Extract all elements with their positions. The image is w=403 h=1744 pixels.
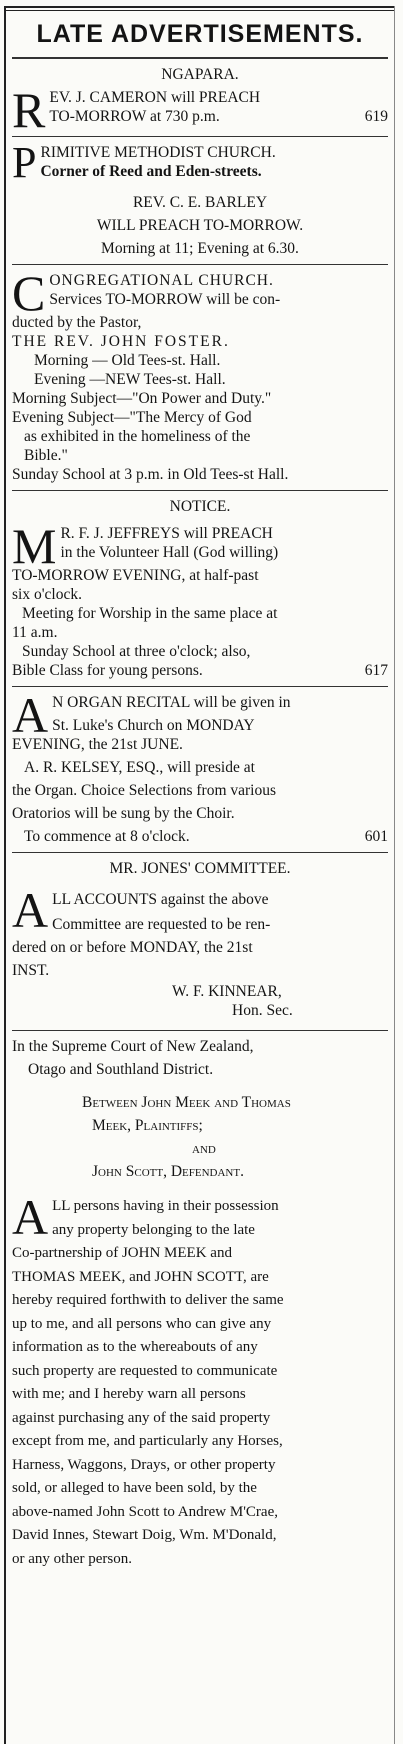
ad-line: Bible." [24,447,68,464]
ad-line: ONGREGATIONAL CHURCH. [49,272,274,289]
ad-line: as exhibited in the homeliness of the [24,428,251,445]
ad-line: Harness, Waggons, Drays, or other property [12,1456,276,1473]
newspaper-column [4,6,395,1744]
ad-line: N ORGAN RECITAL will be given in [52,694,291,711]
ad-primitive-methodist [6,143,394,258]
ad-line: THOMAS MEEK, and JOHN SCOTT, are [12,1268,269,1285]
ad-number: 619 [364,108,388,125]
ad-line: against purchasing any of the said property [12,1409,271,1426]
divider [12,490,388,491]
ad-line: Otago and Southland District. [28,1061,214,1078]
ad-line: TO-MORROW at 730 p.m. [49,108,220,125]
ad-line: with me; and I hereby warn all persons [12,1386,246,1402]
ad-line: Between John Meek and Thomas [82,1094,291,1111]
ad-body [12,271,388,313]
ad-line: Co-partnership of JOHN MEEK and [12,1245,232,1261]
ad-line: LL persons having in their possession [52,1198,279,1214]
ad-line: Evening Subject—"The Mercy of God [12,409,252,426]
ad-line: the Organ. Choice Selections from various [12,782,277,799]
ad-line: sold, or alleged to have been sold, by the [12,1480,257,1496]
ad-heading: NOTICE. [169,498,231,515]
ad-body [12,693,388,735]
ad-line: information as to the whereabouts of any [12,1339,258,1355]
ad-line: WILL PREACH TO-MORROW. [96,217,304,234]
page-title: LATE ADVERTISEMENTS. [36,20,364,48]
ad-line: David Innes, Stewart Doig, Wm. M'Donald, [12,1527,277,1543]
ad-line: Morning at 11; Evening at 6.30. [101,240,299,257]
ad-congregational [6,271,394,484]
ad-line: St. Luke's Church on MONDAY [52,717,255,734]
ad-line: To commence at 8 o'clock. [24,828,190,845]
ad-line: Meek, Plaintiffs; [92,1117,203,1134]
ad-notice [6,497,394,680]
ad-jones-committee [6,859,394,1020]
ad-body [12,524,388,566]
ad-heading: MR. JONES' COMMITTEE. [109,860,291,877]
ad-line: hereby required forthwith to deliver the same [12,1292,284,1308]
ad-line: Services TO-MORROW will be con- [49,291,281,308]
ad-ngapara [6,65,394,130]
ad-line: Bible Class for young persons. [12,662,203,679]
ad-line: A. R. KELSEY, ESQ., will preside at [24,759,255,776]
ad-line: INST. [12,962,50,979]
ad-number: 601 [364,828,388,845]
ad-line: 11 a.m. [12,624,58,641]
ad-line: TO-MORROW EVENING, at half-past [12,567,259,584]
drop-cap: C [12,271,46,313]
divider [12,686,388,687]
ad-line: Morning — Old Tees-st. Hall. [34,352,221,369]
ad-line: Sunday School at three o'clock; also, [22,643,251,660]
divider [12,57,388,59]
ad-line: up to me, and all persons who can give any [12,1315,272,1332]
ad-line: RIMITIVE METHODIST CHURCH. [40,144,276,161]
ad-line: Sunday School at 3 p.m. in Old Tees-st Hall. [12,466,289,483]
ad-heading: NGAPARA. [161,66,239,83]
ad-line: R. F. J. JEFFREYS will PREACH [60,525,273,542]
divider [12,852,388,853]
ad-line: in the Volunteer Hall (God willing) [60,544,279,561]
signatory-title: Hon. Sec. [232,1002,293,1019]
divider [12,136,388,137]
top-rule [6,6,394,8]
ad-line: or any other person. [12,1550,132,1567]
ad-line: Evening —NEW Tees-st. Hall. [34,371,226,388]
drop-cap: A [12,693,49,735]
ad-line: John Scott, Defendant. [92,1163,244,1180]
ad-line: EV. J. CAMERON will PREACH [49,89,261,106]
drop-cap: A [12,1195,49,1242]
divider [12,264,388,265]
divider [12,1030,388,1031]
ad-line: six o'clock. [12,586,82,603]
ad-supreme-court [6,1037,394,1571]
signatory: W. F. KINNEAR, [172,983,282,1000]
ad-line: In the Supreme Court of New Zealand, [12,1038,254,1055]
drop-cap: A [12,888,49,934]
ad-line: ducted by the Pastor, [12,314,142,331]
ad-line: Oratorios will be sung by the Choir. [12,805,235,822]
ad-body [12,1195,388,1571]
ad-line: Morning Subject—"On Power and Duty." [12,390,272,407]
ad-body [12,143,388,181]
ad-line: Committee are requested to be ren- [52,916,271,933]
ad-line: above-named John Scott to Andrew M'Crae, [12,1503,278,1520]
ad-organ-recital [6,693,394,846]
ad-line: any property belonging to the late [52,1221,255,1238]
ad-line: except from me, and particularly any Horses, [12,1433,283,1449]
ad-line: THE REV. JOHN FOSTER. [12,333,230,350]
ad-number: 617 [364,662,388,679]
ad-line: Corner of Reed and Eden-streets. [40,163,262,180]
ad-body [12,88,388,130]
ad-body [12,888,388,934]
top-rule-thin [6,10,394,11]
ad-line: such property are requested to communicate [12,1362,278,1379]
ad-line: LL ACCOUNTS against the above [52,891,269,908]
drop-cap: R [12,88,46,130]
ad-line: EVENING, the 21st JUNE. [12,736,183,753]
ad-line: REV. C. E. BARLEY [132,194,268,211]
ad-line: dered on or before MONDAY, the 21st [12,939,253,956]
drop-cap: P [12,143,37,181]
ad-line: and [192,1140,216,1157]
ad-line: Meeting for Worship in the same place at [22,605,278,622]
drop-cap: M [12,524,57,566]
